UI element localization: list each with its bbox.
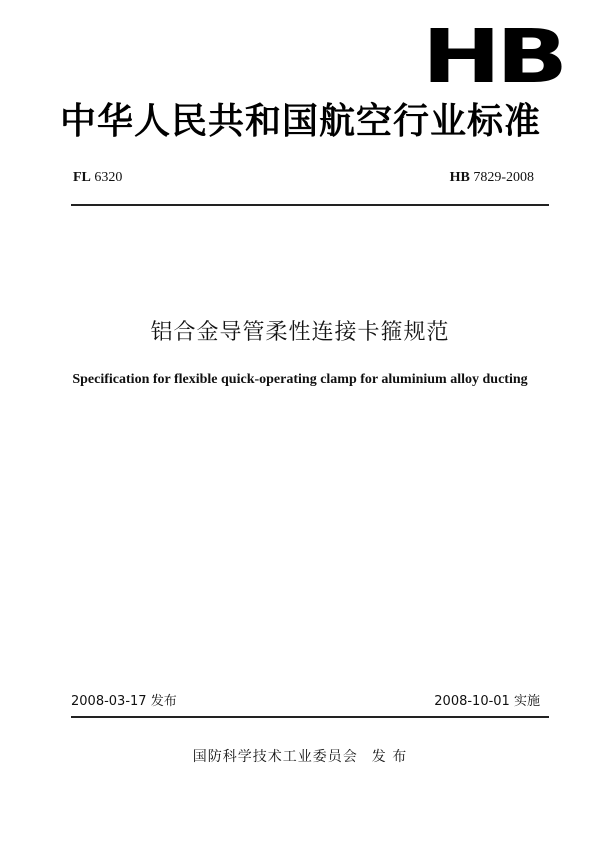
issuer-line: [0, 746, 600, 766]
document-title-english: Specification for flexible quick-operating clamp for aluminium alloy ducting: [72, 372, 528, 387]
standard-number-code: 7829-2008: [473, 170, 534, 185]
issue-label: 发布: [150, 694, 177, 709]
hb-logo: HB: [421, 14, 564, 100]
classification-prefix: FL: [73, 170, 91, 185]
bottom-divider: [71, 716, 549, 718]
standard-number-prefix: HB: [449, 170, 470, 185]
standard-family-title: 中华人民共和国航空行业标准: [60, 101, 542, 142]
implementation-date: 2008-10-01: [434, 694, 510, 709]
issue-date-block: [71, 690, 177, 709]
implementation-label: 实施: [513, 694, 540, 709]
classification-number: 6320: [94, 170, 123, 185]
classification-code: [73, 170, 122, 186]
implementation-date-block: [434, 690, 540, 709]
issue-date: 2008-03-17: [71, 694, 147, 709]
document-title-chinese: 铝合金导管柔性连接卡箍规范: [150, 320, 450, 345]
issuer-action: 发 布: [371, 749, 408, 765]
top-divider: [71, 204, 549, 206]
issuer-name: 国防科学技术工业委员会: [192, 749, 358, 765]
standard-number: [450, 170, 534, 186]
